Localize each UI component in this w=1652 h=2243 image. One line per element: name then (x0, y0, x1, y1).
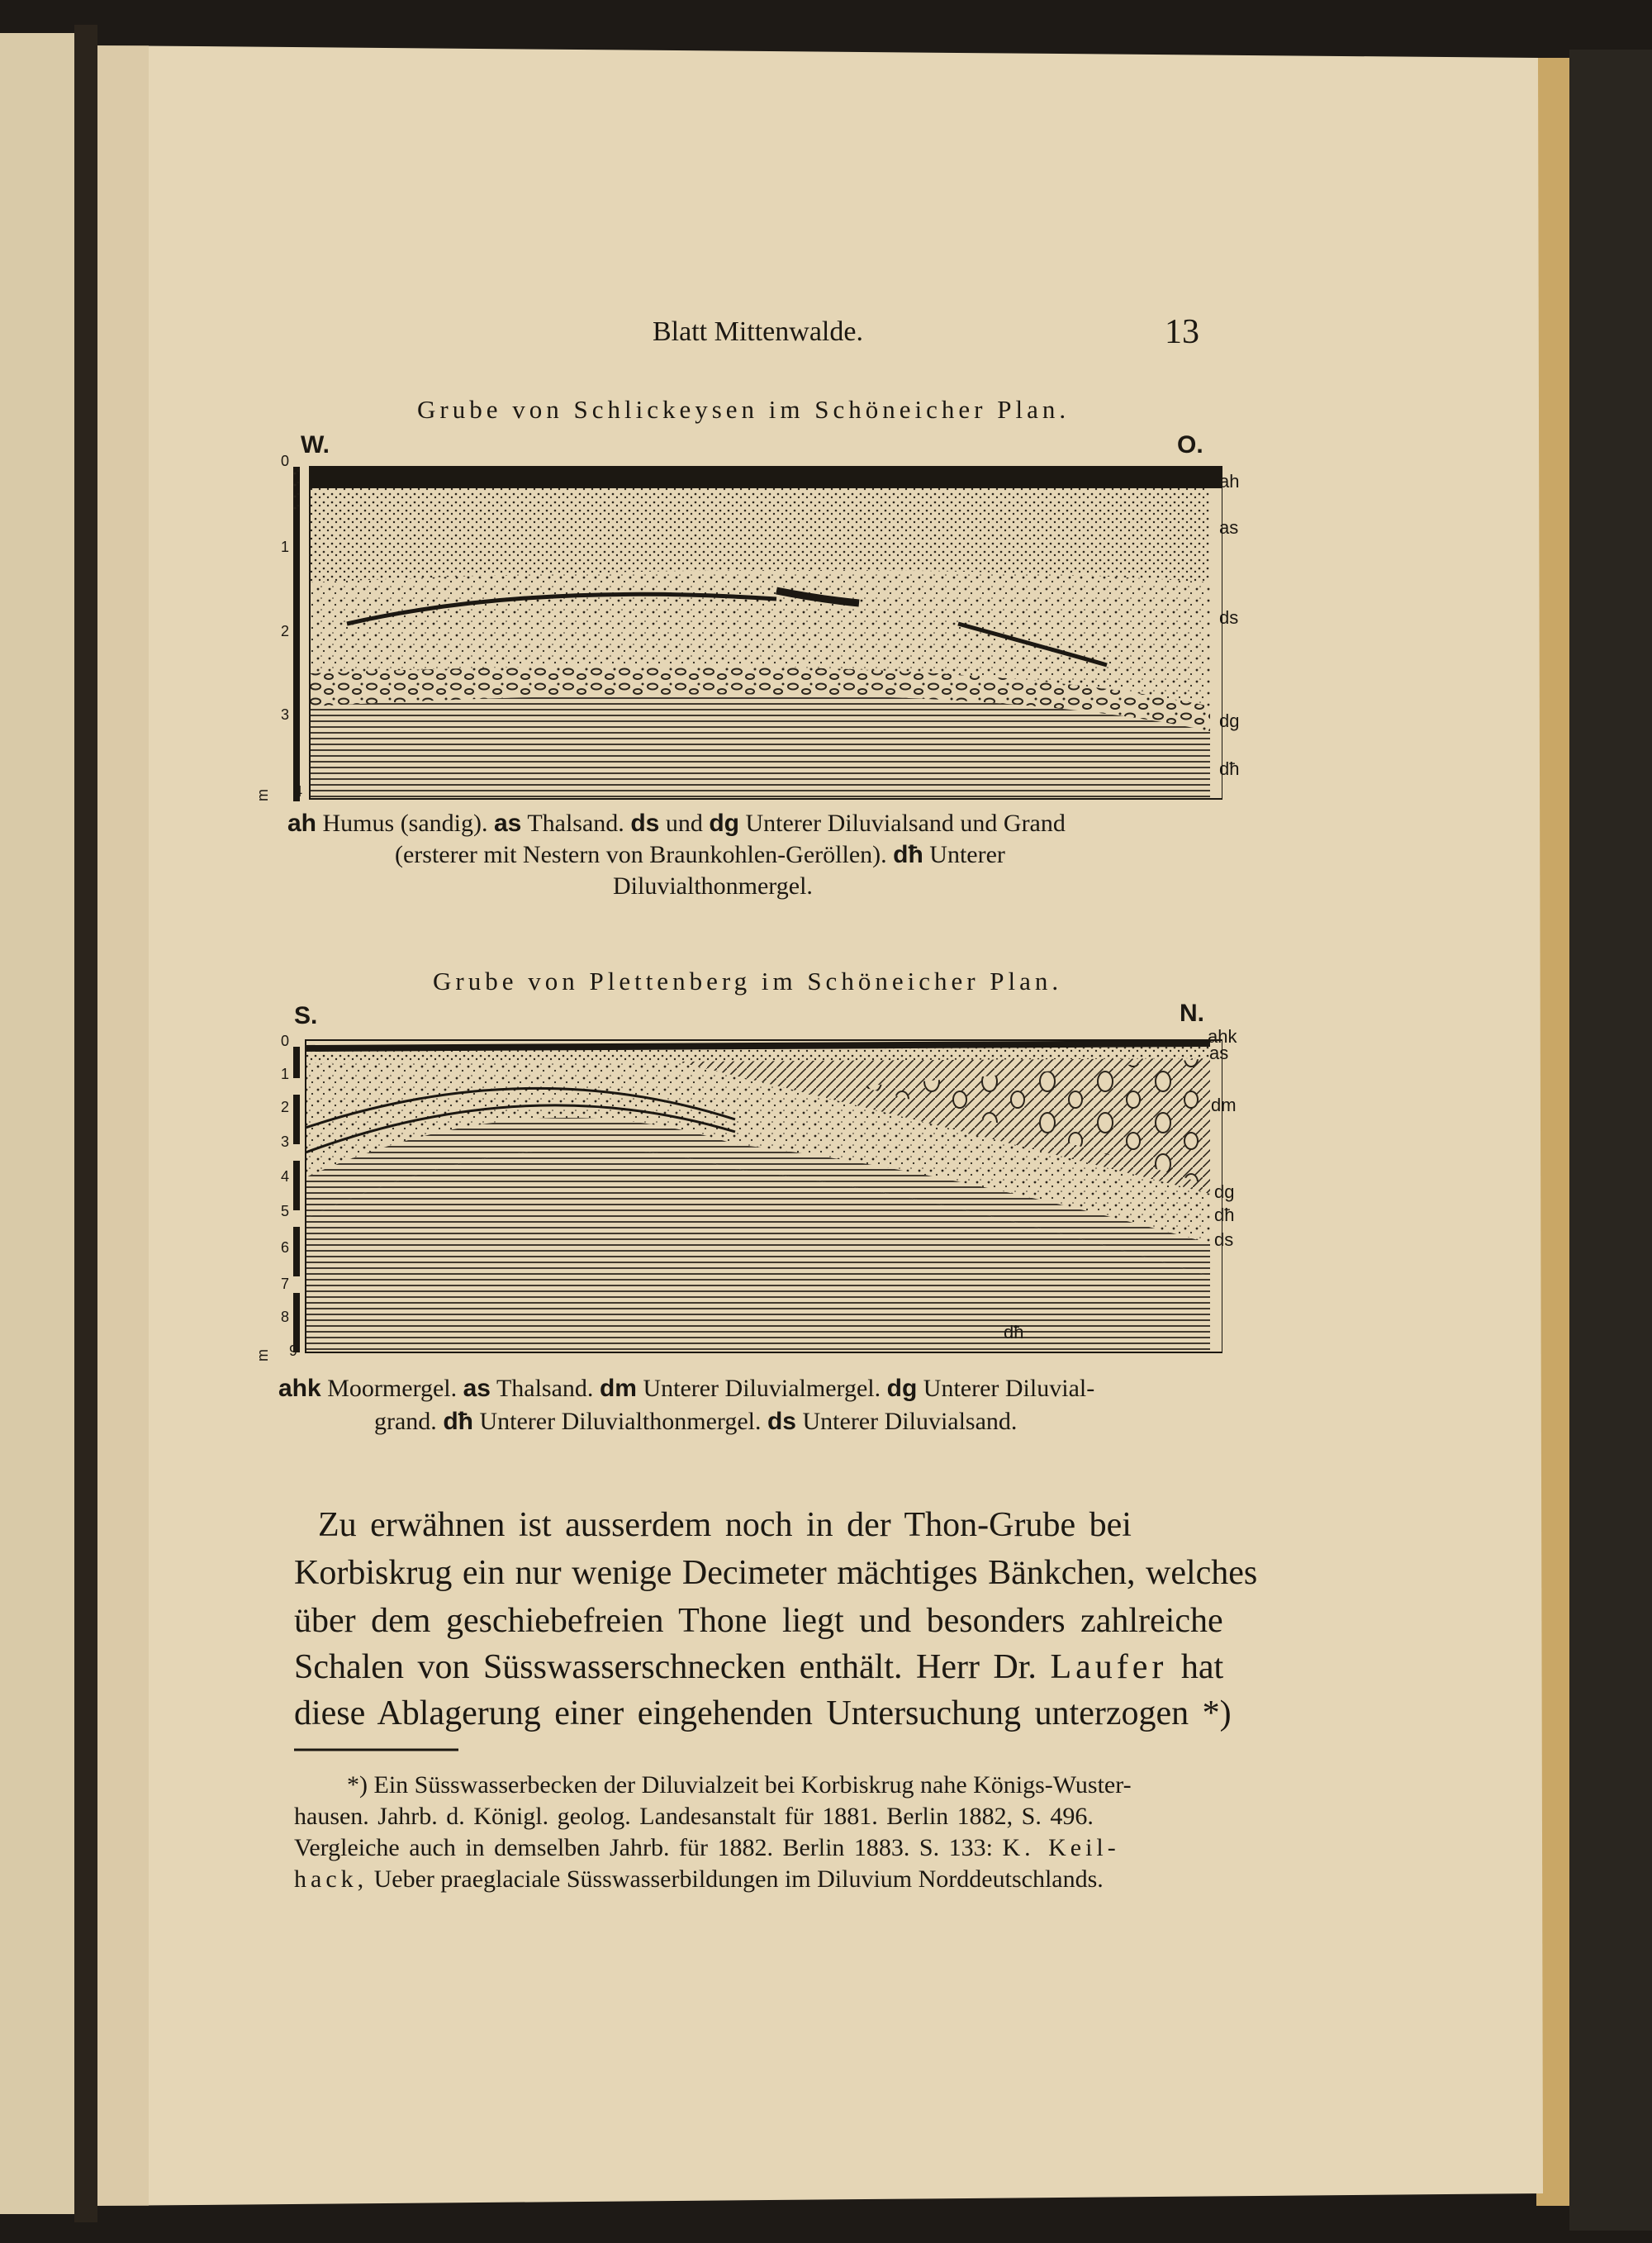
fig1-tick-3: 3 (280, 706, 289, 723)
caption-dsdg-text: Unterer Diluvialsand und Grand (738, 810, 1066, 837)
fig2-tick-6: 6 (280, 1239, 289, 1256)
fig2-tick-8: 8 (280, 1309, 289, 1325)
figure2-caption-line1 (278, 1375, 1094, 1403)
body-line-4-text: Schalen von Süsswasserschnecken enthält. Herr Dr. (294, 1648, 1037, 1686)
caption-as-text-2: Thalsand. (491, 1375, 600, 1402)
footnote-line-3-text: Vergleiche auch in demselben Jahrb. für 1882. Berlin 1883. S. 133: (294, 1834, 993, 1861)
body-line-4 (294, 1647, 1223, 1687)
fig2-label-as: as (1209, 1043, 1229, 1063)
body-line-4-tail: hat (1180, 1648, 1224, 1686)
figure1-cross-section (281, 459, 1222, 805)
caption-line2-text: (ersterer mit Nestern von Braunkohlen-Geröllen). (395, 841, 894, 868)
sym-dg: dg (709, 810, 739, 837)
caption-und: und (659, 810, 710, 837)
fig2-tick-3: 3 (280, 1133, 289, 1150)
body-line-3: über dem geschiebefreien Thone liegt und besonders zahlreiche (294, 1602, 1223, 1640)
fig1-label-as: as (1219, 517, 1239, 538)
figure1-east-label: O. (1177, 431, 1203, 459)
sym-ah: ah (287, 810, 317, 837)
fig2-tick-5: 5 (280, 1203, 289, 1219)
sym-ds: ds (630, 810, 660, 837)
running-title: Blatt Mittenwalde. (653, 316, 863, 347)
fig2-tick-7: 7 (280, 1276, 289, 1292)
fig2-label-dg: dg (1214, 1181, 1235, 1202)
footnote-line-3 (294, 1834, 1120, 1862)
fig2-label-ahk: ahk (1208, 1026, 1237, 1047)
body-line-5: diese Ablagerung einer eingehenden Untersuchung unterzogen *) (294, 1694, 1232, 1732)
fig2-label-ds: ds (1214, 1229, 1234, 1250)
fig1-tick-2: 2 (280, 623, 289, 639)
footnote-line-1: *) Ein Süsswasserbecken der Diluvialzeit bei Korbiskrug nahe Königs-Wuster- (347, 1771, 1132, 1799)
fig2-unit: m (254, 1349, 271, 1361)
caption-grand: grand. (374, 1408, 444, 1435)
fig2-tick-0: 0 (280, 1033, 289, 1049)
sym-dh: dħ (893, 841, 923, 868)
figure1-title: Grube von Schlickeysen im Schöneicher Plan. (417, 395, 1070, 424)
figure1-caption-line1 (287, 810, 1066, 838)
body-line-2: Korbiskrug ein nur wenige Decimeter mächtiges Bänkchen, welches (294, 1554, 1258, 1592)
figure1-west-label: W. (301, 431, 330, 459)
caption-ahk-text: Moormergel. (320, 1375, 463, 1402)
fig2-tick-1: 1 (280, 1066, 289, 1082)
footnote-line-4-text: Ueber praeglaciale Süsswasserbildungen im Diluvium Norddeutschlands. (373, 1865, 1104, 1893)
footnote-line-4 (294, 1865, 1104, 1894)
author-keilhack-b: hack, (294, 1865, 368, 1893)
caption-dg-text: Unterer Diluvial- (917, 1375, 1095, 1402)
fig1-label-dh: dħ (1219, 758, 1240, 779)
sym-ahk: ahk (278, 1375, 321, 1402)
caption-ds-text: Unterer Diluvialsand. (796, 1408, 1018, 1435)
sym-ds-2: ds (767, 1408, 796, 1435)
fig1-tick-1: 1 (280, 539, 289, 555)
fig2-tick-9: 9 (288, 1342, 297, 1359)
fig2-label-dm: dm (1211, 1095, 1237, 1115)
fig1-label-dg: dg (1219, 710, 1240, 731)
fig2-label-dh: dħ (1214, 1205, 1235, 1225)
fig2-inner-label-dh: dħ (1004, 1322, 1024, 1342)
figure2-title: Grube von Plettenberg im Schöneicher Plan. (433, 967, 1063, 996)
caption-dh-text-2: Unterer Diluvialthonmergel. (472, 1408, 767, 1435)
fig1-label-ah: ah (1219, 471, 1240, 492)
fig1-tick-0: 0 (280, 453, 289, 469)
figure2-caption-line2 (374, 1408, 1017, 1436)
sym-as: as (494, 810, 522, 837)
sym-as-2: as (463, 1375, 491, 1402)
figure2-south-label: S. (294, 1002, 318, 1029)
caption-ah-text: Humus (sandig). (316, 810, 494, 837)
page-number: 13 (1165, 313, 1199, 351)
fig1-tick-4: 4 (293, 783, 302, 800)
author-laufer: Laufer (1050, 1648, 1168, 1686)
body-line-1: Zu erwähnen ist ausserdem noch in der Thon-Grube bei (318, 1506, 1132, 1544)
figure2-cross-section (281, 1029, 1222, 1359)
caption-as-text: Thalsand. (521, 810, 631, 837)
author-keilhack-a: K. Keil- (1002, 1834, 1120, 1861)
footnote-line-2: hausen. Jahrb. d. Königl. geolog. Landesanstalt für 1881. Berlin 1882, S. 496. (294, 1803, 1094, 1830)
fig2-tick-4: 4 (280, 1168, 289, 1185)
caption-dm-text: Unterer Diluvialmergel. (636, 1375, 887, 1402)
figure1-caption-line3: Diluvialthonmergel. (613, 872, 813, 900)
figure1-caption-line2 (395, 841, 1005, 869)
fig2-tick-2: 2 (280, 1099, 289, 1115)
fig1-unit: m (254, 789, 271, 801)
caption-dh-text: Unterer (923, 841, 1005, 868)
sym-dm: dm (599, 1375, 637, 1402)
figure2-north-label: N. (1180, 1000, 1204, 1027)
fig1-label-ds: ds (1219, 607, 1239, 628)
sym-dh-2: dħ (443, 1408, 473, 1435)
sym-dg-2: dg (886, 1375, 918, 1402)
